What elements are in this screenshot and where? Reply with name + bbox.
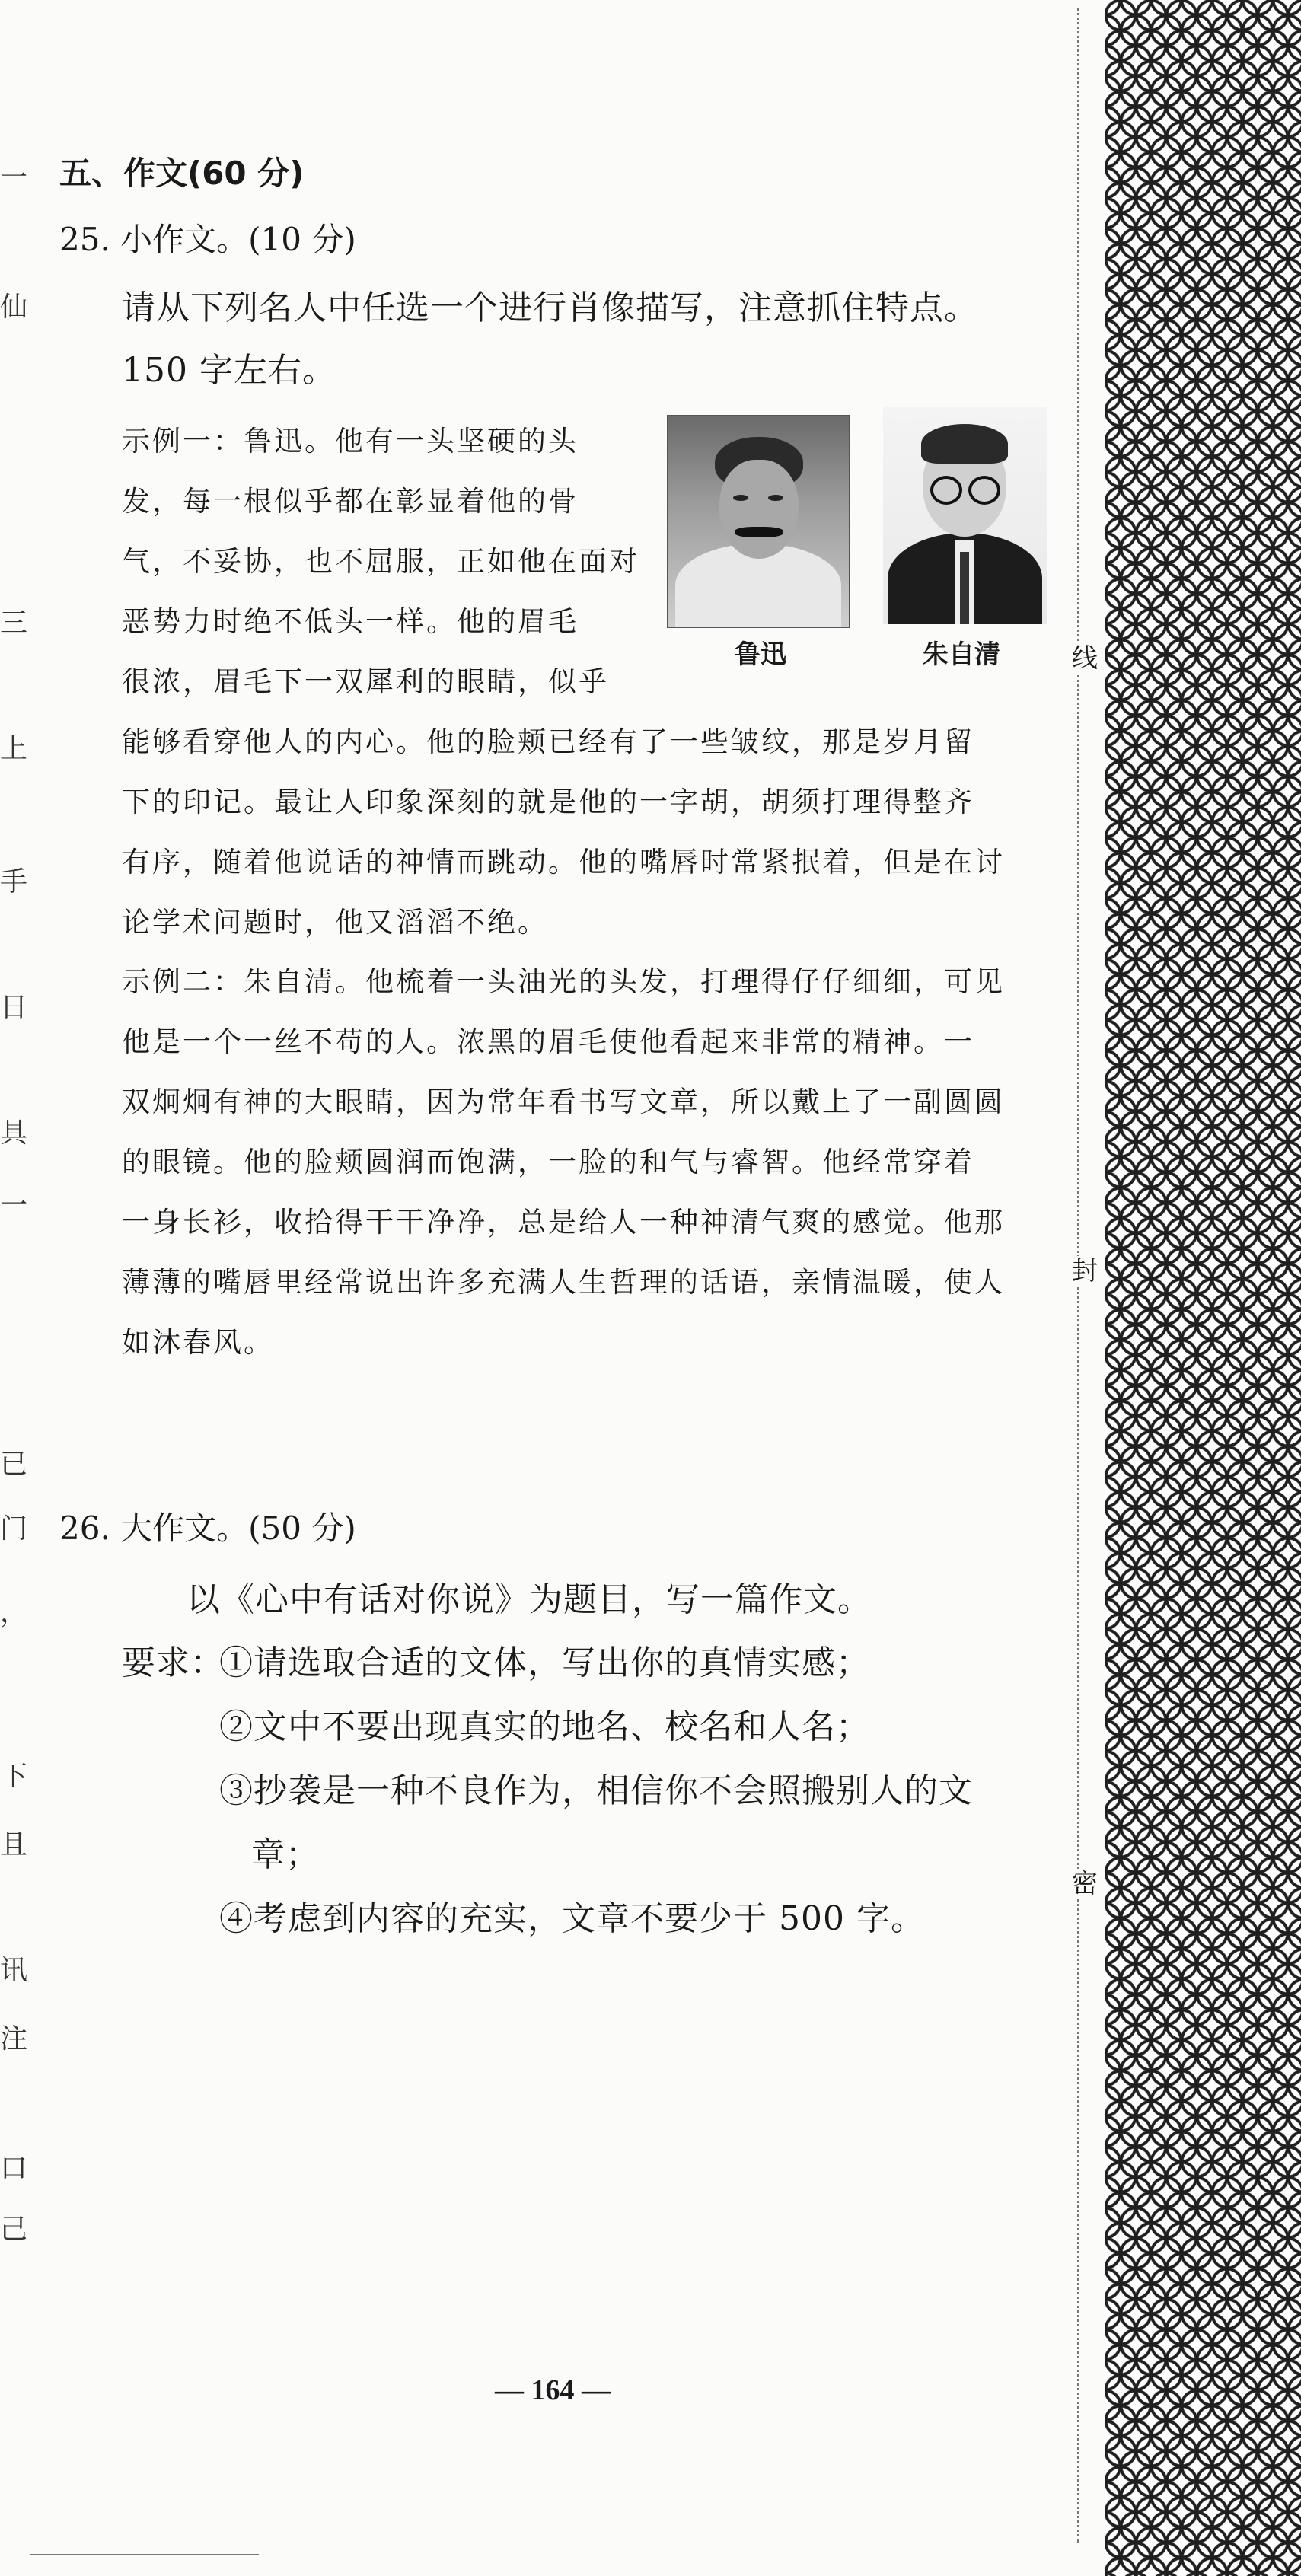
edge-fragment: 且	[0, 1829, 28, 1860]
portrait-eye	[733, 495, 748, 501]
q26-title: 26. 大作文。(50 分)	[59, 1510, 356, 1547]
edge-fragment: ，	[0, 1597, 28, 1628]
bottom-rule	[30, 2554, 259, 2555]
zhuziqing-portrait	[883, 407, 1047, 624]
section-title: 五、作文(60 分)	[59, 155, 305, 192]
example-line: 发，每一根似乎都在彰显着他的骨	[122, 485, 579, 518]
edge-fragment: 讯	[0, 1955, 28, 1986]
portrait-mustache	[735, 527, 783, 537]
q25-title: 25. 小作文。(10 分)	[59, 221, 356, 258]
glasses-icon	[930, 476, 962, 505]
portrait-eye	[768, 495, 783, 501]
edge-fragment: 门	[0, 1513, 28, 1545]
example-line: 示例二：朱自清。他梳着一头油光的头发，打理得仔仔细细，可见	[122, 965, 1005, 998]
portrait-tie	[960, 552, 969, 624]
q26-topic: 以《心中有话对你说》为题目，写一篇作文。	[187, 1580, 872, 1619]
decorative-pattern-border	[1105, 0, 1301, 2576]
q26-requirements-label: 要求：	[122, 1643, 225, 1682]
binding-mark: 线	[1072, 643, 1098, 674]
luxun-caption: 鲁迅	[735, 639, 786, 670]
portrait-face	[719, 460, 799, 559]
binding-mark: 密	[1072, 1869, 1098, 1899]
q26-requirement: ②文中不要出现真实的地名、校名和人名；	[219, 1707, 870, 1746]
edge-fragment: 下	[0, 1761, 28, 1792]
zhuziqing-caption: 朱自清	[923, 639, 1000, 670]
edge-fragment: 已	[0, 1449, 28, 1480]
example1-continued	[122, 712, 1073, 952]
example-line: 的眼镜。他的脸颊圆润而饱满，一脸的和气与睿智。他经常穿着	[122, 1146, 974, 1178]
example-line: 如沐春风。	[122, 1326, 274, 1359]
example-line: 很浓，眉毛下一双犀利的眼睛，似乎	[122, 665, 609, 698]
q25-prompt-line1: 请从下列名人中任选一个进行肖像描写，注意抓住特点。	[122, 289, 978, 327]
example-line: 气，不妥协，也不屈服，正如他在面对	[122, 545, 639, 578]
edge-fragment: 仙	[0, 292, 28, 323]
example-line: 一身长衫，收拾得干干净净，总是给人一种神清气爽的感觉。他那	[122, 1206, 1005, 1239]
edge-fragment: 一	[0, 1190, 28, 1221]
q25-prompt-line2: 150 字左右。	[122, 351, 336, 390]
edge-fragment: 日	[0, 992, 28, 1023]
edge-fragment: 手	[0, 866, 28, 897]
glasses-icon	[968, 476, 1000, 505]
example-line: 论学术问题时，他又滔滔不绝。	[122, 906, 548, 939]
edge-fragment: 具	[0, 1117, 28, 1149]
binding-mark: 封	[1072, 1256, 1098, 1286]
q26-requirement-cont: 章；	[251, 1835, 320, 1874]
edge-fragment: 上	[0, 733, 28, 764]
example-line: 能够看穿他人的内心。他的脸颊已经有了一些皱纹，那是岁月留	[122, 725, 974, 758]
portrait-hair	[921, 424, 1008, 464]
example-line: 他是一个一丝不苟的人。浓黑的眉毛使他看起来非常的精神。一	[122, 1025, 974, 1058]
luxun-portrait	[667, 415, 850, 628]
q26-requirement: ④考虑到内容的充实，文章不要少于 500 字。	[219, 1899, 925, 1938]
example-line: 下的印记。最让人印象深刻的就是他的一字胡，胡须打理得整齐	[122, 786, 974, 818]
example-line: 示例一：鲁迅。他有一头坚硬的头	[122, 425, 579, 457]
example-line: 恶势力时绝不低头一样。他的眉毛	[122, 605, 579, 638]
page-number: — 164 —	[495, 2374, 611, 2406]
example-line: 有序，随着他说话的神情而跳动。他的嘴唇时常紧抿着，但是在讨	[122, 846, 1005, 878]
edge-fragment: 己	[0, 2214, 28, 2245]
edge-fragment: 口	[0, 2153, 28, 2184]
q26-requirement: ③抄袭是一种不良作为，相信你不会照搬别人的文	[219, 1771, 973, 1810]
q26-requirement: ①请选取合适的文体，写出你的真情实感；	[219, 1643, 870, 1682]
example-line: 双炯炯有神的大眼睛，因为常年看书写文章，所以戴上了一副圆圆	[122, 1086, 1005, 1118]
edge-fragment: 一	[0, 162, 28, 193]
example2	[122, 952, 1073, 1372]
example-line: 薄薄的嘴唇里经常说出许多充满人生哲理的话语，亲情温暖，使人	[122, 1266, 1005, 1299]
example1-wrapped	[122, 411, 655, 712]
edge-fragment: 三	[0, 607, 28, 639]
edge-fragment: 注	[0, 2023, 28, 2055]
